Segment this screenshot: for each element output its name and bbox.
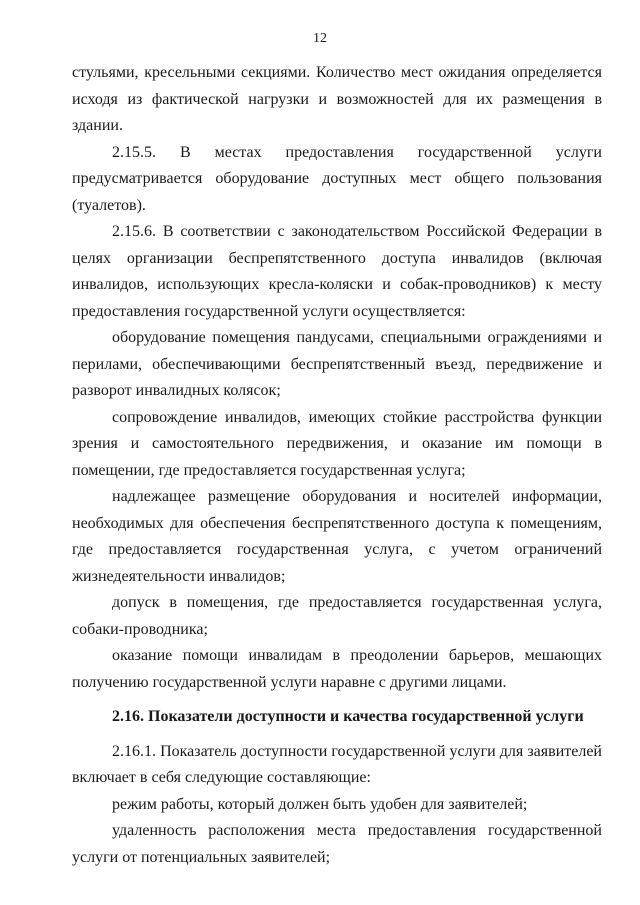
paragraph-assistance: оказание помощи инвалидам в преодолении барьеров, мешающих получению государственной услуги наравне с другими лицами. <box>72 647 602 691</box>
document-body <box>72 60 602 871</box>
paragraph-guide-dog: допуск в помещения, где предоставляется государственная услуга, собаки-проводника; <box>72 594 602 638</box>
paragraph-continuation: стульями, кресельными секциями. Количество мест ожидания определяется исходя из фактической нагрузки и возможностей для их размещения в здании. <box>72 64 602 134</box>
paragraph-escort: сопровождение инвалидов, имеющих стойкие расстройства функции зрения и самостоятельного передвижения, и оказание им помощи в помещении, где предоставляется государственная услуга; <box>72 408 602 479</box>
paragraph-equipment-placement: надлежащее размещение оборудования и носителей информации, необходимых для обеспечения беспрепятственного доступа к помещениям, где предоставляется государственная услуга, с учетом ограничений жизнедеятельности инвалидов; <box>72 488 602 585</box>
paragraph-remoteness: удаленность расположения места предоставления государственной услуги от потенциальных заявителей; <box>72 822 602 866</box>
page-number: 12 <box>313 31 327 46</box>
paragraph-2-16-1: 2.16.1. Показатель доступности государственной услуги для заявителей включает в себя следующие составляющие: <box>72 742 602 786</box>
paragraph-2-15-6: 2.15.6. В соответствии с законодательством Российской Федерации в целях организации беспрепятственного доступа инвалидов (включая инвалидов, использующих кресла-коляски и собак-проводников) к месту предоставления государственной услуги осуществляется: <box>72 223 602 320</box>
section-heading-2-16: 2.16. Показатели доступности и качества государственной услуги <box>112 708 584 725</box>
paragraph-work-schedule: режим работы, который должен быть удобен для заявителей; <box>112 795 528 813</box>
paragraph-2-15-5: 2.15.5. В местах предоставления государственной услуги предусматривается оборудование доступных мест общего пользования (туалетов). <box>72 143 602 214</box>
paragraph-ramps: оборудование помещения пандусами, специальными ограждениями и перилами, обеспечивающими беспрепятственный въезд, передвижение и разворот инвалидных колясок; <box>72 329 602 399</box>
